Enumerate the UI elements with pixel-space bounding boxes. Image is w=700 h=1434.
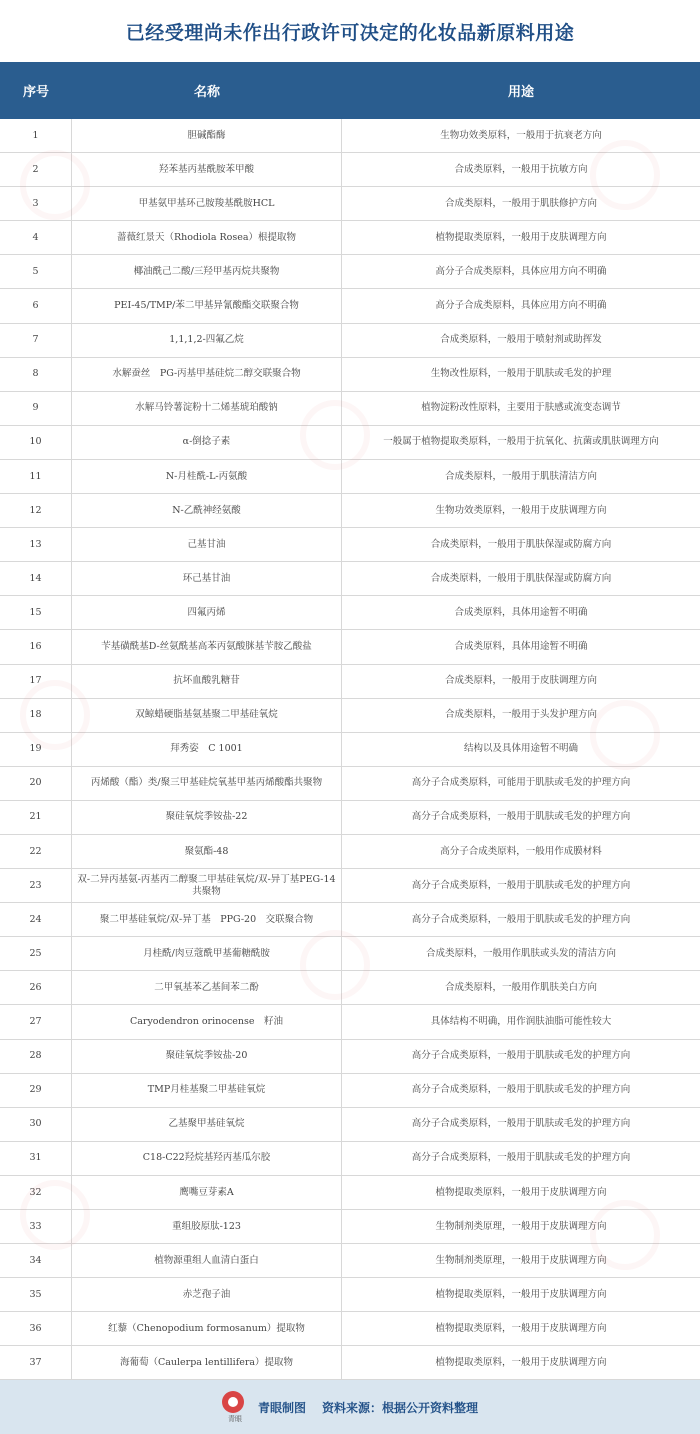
table-row <box>0 937 700 971</box>
row-use: 合成类原料，一般用于肌肤保湿或防腐方向 <box>430 538 612 550</box>
row-name: 胆碱酯酶 <box>72 119 342 152</box>
table-row <box>0 1005 700 1039</box>
materials-table <box>0 62 700 1380</box>
table-row <box>0 153 700 187</box>
table-row <box>0 1210 700 1244</box>
table-row <box>0 665 700 699</box>
table-row <box>0 119 700 153</box>
table-row <box>0 630 700 664</box>
row-use: 高分子合成类原料，具体应用方向不明确 <box>435 265 607 277</box>
table-row <box>0 1244 700 1278</box>
row-name: 双-二异丙基氨-丙基丙二醇聚二甲基硅氧烷/双-异丁基PEG-14共聚物 <box>72 869 342 902</box>
row-use: 生物改性原料，一般用于肌肤或毛发的护理 <box>430 368 612 380</box>
table-row <box>0 869 700 903</box>
page-title: 已经受理尚未作出行政许可决定的化妆品新原料用途 <box>0 0 700 62</box>
row-num: 10 <box>0 426 72 459</box>
logo-text: 青眼 <box>227 1414 242 1423</box>
row-use: 合成类原料，一般用于头发护理方向 <box>444 709 597 721</box>
row-name: 甲基氨甲基环己胺羧基酰胺HCL <box>72 187 342 220</box>
row-num: 16 <box>0 630 72 663</box>
table-row <box>0 494 700 528</box>
row-use: 高分子合成类原料，一般用于肌肤或毛发的护理方向 <box>411 811 631 823</box>
row-name: N-乙酰神经氨酸 <box>72 494 342 527</box>
row-name: TMP月桂基聚二甲基硅氧烷 <box>72 1074 342 1107</box>
row-num: 34 <box>0 1244 72 1277</box>
table-row <box>0 767 700 801</box>
row-use: 高分子合成类原料，一般用于肌肤或毛发的护理方向 <box>411 1084 631 1096</box>
footer-source: 资料来源：根据公开资料整理 <box>322 1400 479 1415</box>
row-num: 15 <box>0 596 72 629</box>
table-row <box>0 255 700 289</box>
row-num: 33 <box>0 1210 72 1243</box>
table-row <box>0 835 700 869</box>
table-row <box>0 528 700 562</box>
row-num: 3 <box>0 187 72 220</box>
row-num: 22 <box>0 835 72 868</box>
row-use: 合成类原料，一般用作肌肤美白方向 <box>444 981 597 993</box>
row-name: 椰油酰己二酸/三羟甲基丙烷共聚物 <box>72 255 342 288</box>
table-row <box>0 1176 700 1210</box>
row-name: N-月桂酰-L-丙氨酸 <box>72 460 342 493</box>
row-name: 抗坏血酸乳糖苷 <box>72 665 342 698</box>
row-num: 32 <box>0 1176 72 1209</box>
table-row <box>0 699 700 733</box>
row-name: 月桂酰/肉豆蔻酰甲基葡糖酰胺 <box>72 937 342 970</box>
row-num: 13 <box>0 528 72 561</box>
row-name: 苄基磺酰基D-丝氨酰基高苯丙氨酸脒基苄胺乙酸盐 <box>72 630 342 663</box>
row-num: 1 <box>0 119 72 152</box>
row-use: 高分子合成类原料，一般用于肌肤或毛发的护理方向 <box>411 1152 631 1164</box>
row-num: 12 <box>0 494 72 527</box>
row-name: 二甲氧基苯乙基间苯二酚 <box>72 971 342 1004</box>
table-row <box>0 289 700 323</box>
row-use: 生物功效类原料，一般用于抗衰老方向 <box>440 129 602 141</box>
row-use: 高分子合成类原料，具体应用方向不明确 <box>435 300 607 312</box>
row-name: PEI-45/TMP/苯二甲基异氰酸酯交联聚合物 <box>72 289 342 322</box>
row-name: 羟苯基丙基酰胺苯甲酸 <box>72 153 342 186</box>
row-name: 重组胶原肽-123 <box>72 1210 342 1243</box>
table-row <box>0 733 700 767</box>
row-name: 丙烯酸（酯）类/聚三甲基硅烷氧基甲基丙烯酸酯共聚物 <box>72 767 342 800</box>
header-use: 用途 <box>507 85 534 100</box>
row-use: 植物提取类原料，一般用于皮肤调理方向 <box>435 1186 607 1198</box>
row-name: α-倒捻子素 <box>72 426 342 459</box>
header-name: 名称 <box>193 85 220 100</box>
row-name: 拜秀姿 C 1001 <box>72 733 342 766</box>
row-num: 26 <box>0 971 72 1004</box>
footer-credit: 青眼制图 <box>257 1400 306 1415</box>
row-use: 高分子合成类原料，一般用于肌肤或毛发的护理方向 <box>411 1118 631 1130</box>
row-use: 具体结构不明确，用作润肤油脂可能性较大 <box>430 1016 612 1028</box>
footer <box>0 1380 700 1434</box>
row-num: 4 <box>0 221 72 254</box>
row-num: 35 <box>0 1278 72 1311</box>
eye-logo-icon <box>222 1391 244 1413</box>
table-row <box>0 1108 700 1142</box>
row-num: 2 <box>0 153 72 186</box>
row-use: 合成类原料，一般用作肌肤或头发的清洁方向 <box>425 947 616 959</box>
row-name: 赤芝孢子油 <box>72 1278 342 1311</box>
row-name: 聚氨酯-48 <box>72 835 342 868</box>
row-num: 29 <box>0 1074 72 1107</box>
row-use: 合成类原料，一般用于肌肤保湿或防腐方向 <box>430 572 612 584</box>
table-row <box>0 1074 700 1108</box>
row-use: 植物提取类原料，一般用于皮肤调理方向 <box>435 1288 607 1300</box>
table-row <box>0 221 700 255</box>
row-name: 聚硅氧烷季铵盐-20 <box>72 1040 342 1073</box>
row-use: 高分子合成类原料，一般用于肌肤或毛发的护理方向 <box>411 1050 631 1062</box>
table-row <box>0 971 700 1005</box>
table-row <box>0 1312 700 1346</box>
row-num: 21 <box>0 801 72 834</box>
row-use: 合成类原料，一般用于皮肤调理方向 <box>444 675 597 687</box>
table-row <box>0 460 700 494</box>
row-name: 乙基聚甲基硅氧烷 <box>72 1108 342 1141</box>
row-num: 6 <box>0 289 72 322</box>
row-name: 蔷薇红景天（Rhodiola Rosea）根提取物 <box>72 221 342 254</box>
row-num: 17 <box>0 665 72 698</box>
row-use: 合成类原料，一般用于肌肤清洁方向 <box>444 470 597 482</box>
table-row <box>0 392 700 426</box>
row-num: 19 <box>0 733 72 766</box>
row-num: 23 <box>0 869 72 902</box>
row-use: 植物淀粉改性原料，主要用于肤感或流变态调节 <box>421 402 621 414</box>
row-use: 植物提取类原料，一般用于皮肤调理方向 <box>435 231 607 243</box>
row-num: 25 <box>0 937 72 970</box>
table-row <box>0 596 700 630</box>
row-use: 生物制剂类原理，一般用于皮肤调理方向 <box>435 1220 607 1232</box>
table-row <box>0 1346 700 1380</box>
row-name: 水解蚕丝 PG-丙基甲基硅烷二醇交联聚合物 <box>72 358 342 391</box>
table-row <box>0 187 700 221</box>
row-use: 结构以及具体用途暂不明确 <box>463 743 578 755</box>
row-use: 生物功效类原料，一般用于皮肤调理方向 <box>435 504 607 516</box>
row-num: 11 <box>0 460 72 493</box>
row-use: 植物提取类原料，一般用于皮肤调理方向 <box>435 1322 607 1334</box>
table-row <box>0 426 700 460</box>
row-use: 一般属于植物提取类原料，一般用于抗氧化、抗菌或肌肤调理方向 <box>383 436 659 448</box>
row-num: 20 <box>0 767 72 800</box>
row-name: 聚硅氧烷季铵盐-22 <box>72 801 342 834</box>
table-row <box>0 801 700 835</box>
table-row <box>0 358 700 392</box>
row-name: 植物源重组人血清白蛋白 <box>72 1244 342 1277</box>
row-num: 14 <box>0 562 72 595</box>
row-num: 27 <box>0 1005 72 1038</box>
row-use: 合成类原料，具体用途暂不明确 <box>454 641 588 653</box>
table-row <box>0 1278 700 1312</box>
table-row <box>0 562 700 596</box>
row-num: 36 <box>0 1312 72 1345</box>
row-name: 四氟丙烯 <box>72 596 342 629</box>
row-name: Caryodendron orinocense 籽油 <box>72 1005 342 1038</box>
footer-logo <box>222 1391 248 1424</box>
row-use: 高分子合成类原料，一般用于肌肤或毛发的护理方向 <box>411 913 631 925</box>
row-name: 1,1,1,2-四氟乙烷 <box>72 324 342 357</box>
row-name: 环己基甘油 <box>72 562 342 595</box>
row-num: 9 <box>0 392 72 425</box>
row-name: 鹰嘴豆芽素A <box>72 1176 342 1209</box>
table-row <box>0 1040 700 1074</box>
row-use: 植物提取类原料，一般用于皮肤调理方向 <box>435 1356 607 1368</box>
row-name: 海葡萄（Caulerpa lentillifera）提取物 <box>72 1346 342 1379</box>
row-use: 合成类原料，一般用于喷射剂或助挥发 <box>440 334 602 346</box>
table-row <box>0 324 700 358</box>
row-num: 8 <box>0 358 72 391</box>
row-num: 28 <box>0 1040 72 1073</box>
row-num: 30 <box>0 1108 72 1141</box>
header-num: 序号 <box>22 85 49 100</box>
row-use: 合成类原料，具体用途暂不明确 <box>454 606 588 618</box>
row-num: 24 <box>0 903 72 936</box>
row-num: 18 <box>0 699 72 732</box>
row-use: 高分子合成类原料，可能用于肌肤或毛发的护理方向 <box>411 777 631 789</box>
row-use: 合成类原料，一般用于肌肤修护方向 <box>444 197 597 209</box>
row-use: 合成类原料，一般用于抗敏方向 <box>454 163 588 175</box>
row-num: 37 <box>0 1346 72 1379</box>
row-name: 己基甘油 <box>72 528 342 561</box>
row-num: 31 <box>0 1142 72 1175</box>
table-header <box>0 62 700 119</box>
row-num: 5 <box>0 255 72 288</box>
row-num: 7 <box>0 324 72 357</box>
row-use: 高分子合成类原料，一般用作成膜材料 <box>440 845 602 857</box>
table-row <box>0 1142 700 1176</box>
table-row <box>0 903 700 937</box>
row-name: 聚二甲基硅氧烷/双-异丁基 PPG-20 交联聚合物 <box>72 903 342 936</box>
row-name: 双鲸蜡硬脂基氨基聚二甲基硅氧烷 <box>72 699 342 732</box>
table-body <box>0 119 700 1380</box>
row-name: C18-C22羟烷基羟丙基瓜尔胶 <box>72 1142 342 1175</box>
row-use: 高分子合成类原料，一般用于肌肤或毛发的护理方向 <box>411 879 631 891</box>
row-use: 生物制剂类原理，一般用于皮肤调理方向 <box>435 1254 607 1266</box>
row-name: 水解马铃薯淀粉十二烯基琥珀酸钠 <box>72 392 342 425</box>
row-name: 红藜（Chenopodium formosanum）提取物 <box>72 1312 342 1345</box>
